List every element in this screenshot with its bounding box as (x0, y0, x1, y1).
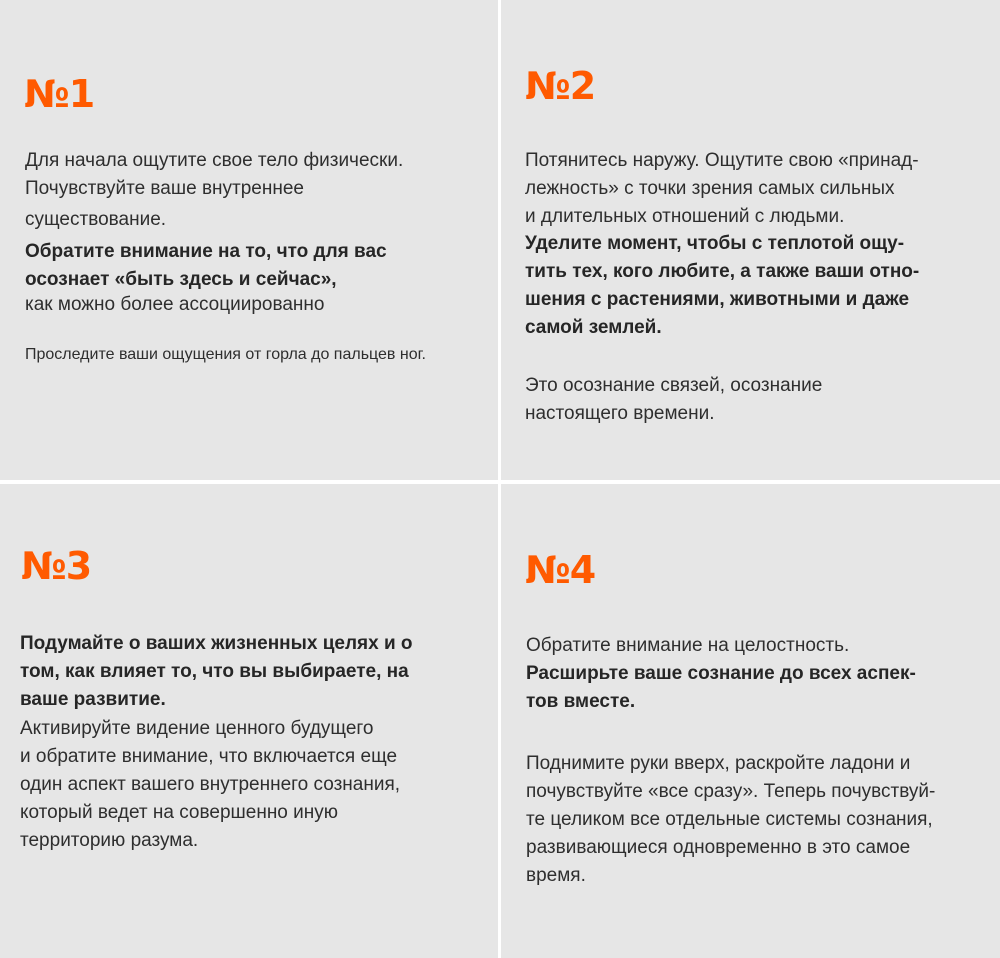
text-line: который ведет на совершенно иную (20, 802, 339, 823)
text-line: шения с растениями, животными и даже (525, 289, 910, 310)
text-line: Почувствуйте ваше внутреннее (25, 178, 304, 199)
text-line: время. (526, 865, 586, 886)
intro-text (25, 147, 403, 234)
text-line: Потянитесь наружу. Ощутите свою «принад- (525, 150, 919, 171)
highlight-text (20, 630, 413, 714)
card-1 (0, 0, 498, 480)
text-line: Поднимите руки вверх, раскройте ладони и (526, 753, 911, 774)
body-text (526, 750, 935, 890)
text-line: том, как влияет то, что вы выбираете, на (20, 661, 409, 682)
text-line: Уделите момент, чтобы с теплотой ощу- (525, 233, 905, 254)
card-3 (0, 484, 498, 958)
text-line: Расширьте ваше сознание до всех аспек- (526, 663, 916, 684)
text-line: тов вместе. (526, 691, 636, 712)
text-line: лежность» с точки зрения самых сильных (525, 178, 895, 199)
text-line: те целиком все отдельные системы сознания, (526, 809, 933, 830)
card-number: №2 (525, 64, 596, 108)
text-line: почувствуйте «все сразу». Теперь почувствуй- (526, 781, 936, 802)
text-line: ваше развитие. (20, 689, 166, 710)
text-line: Это осознание связей, осознание (525, 375, 823, 396)
text-line: существование. (25, 209, 167, 230)
card-number: №4 (525, 548, 596, 592)
highlight-text (526, 660, 916, 716)
text-line: самой землей. (525, 317, 662, 338)
text-line: Для начала ощутите свое тело физически. (25, 150, 404, 171)
note-text (525, 372, 822, 428)
text-line: развивающиеся одновременно в это самое (526, 837, 911, 858)
text-line: как можно более ассоциированно (25, 294, 325, 315)
card-4 (501, 484, 1000, 958)
text-line: территорию разума. (20, 830, 199, 851)
body-text (20, 715, 400, 855)
text-line: осознает «быть здесь и сейчас», (25, 269, 337, 290)
intro-text (525, 147, 919, 231)
text-line: и длительных отношений с людьми. (525, 206, 845, 227)
card-2 (501, 0, 1000, 480)
text-line: и обратите внимание, что включается еще (20, 746, 398, 767)
text-line: Обратите внимание на целостность. (526, 635, 850, 656)
card-number: №3 (21, 544, 92, 588)
text-line: Подумайте о ваших жизненных целях и о (20, 633, 413, 654)
card-number: №1 (24, 72, 95, 116)
text-line: Активируйте видение ценного будущего (20, 718, 374, 739)
after-text (25, 291, 324, 319)
highlight-text (25, 238, 387, 294)
highlight-text (525, 230, 919, 342)
text-line: Обратите внимание на то, что для вас (25, 241, 387, 262)
note-text: Проследите ваши ощущения от горла до пальцев ног. (25, 346, 426, 363)
intro-text (526, 632, 849, 660)
text-line: один аспект вашего внутреннего сознания, (20, 774, 401, 795)
text-line: настоящего времени. (525, 403, 715, 424)
text-line: тить тех, кого любите, а также ваши отно- (525, 261, 920, 282)
